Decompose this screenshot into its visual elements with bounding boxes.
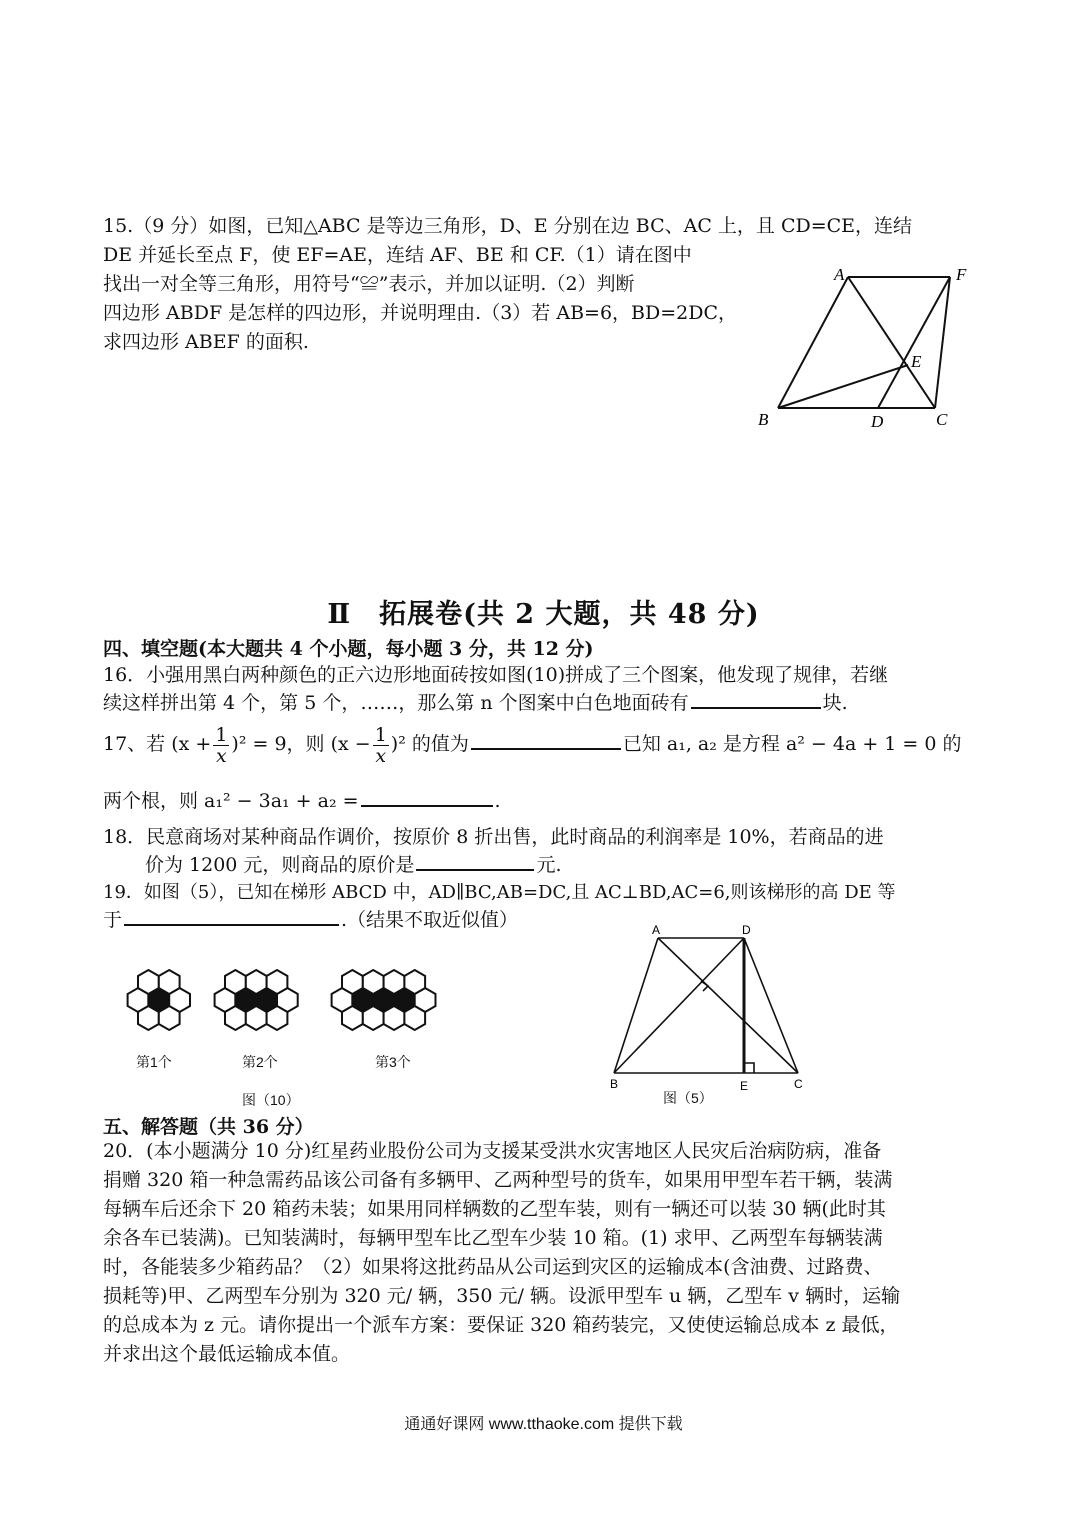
white-hex-tile [225, 970, 246, 994]
q17-line2-end: . [494, 790, 501, 812]
q15-line4: 四边形 ABDF 是怎样的四边形，并说明理由.（3）若 AB=6，BD=2DC， [103, 302, 738, 324]
white-hex-tile [138, 1006, 159, 1030]
fig15-label-b: B [758, 410, 769, 429]
fig5-label-e: E [740, 1079, 749, 1093]
white-hex-tile [267, 1006, 288, 1030]
q17-frac1-num: 1 [215, 723, 228, 746]
q17-prefix: 17、若 [103, 733, 166, 755]
q15-line2: DE 并延长至点 F，使 EF=AE，连结 AF、BE 和 CF.（1）请在图中 [103, 244, 692, 266]
white-hex-tile [363, 1006, 384, 1030]
fig15-label-c: C [936, 410, 948, 429]
q15-line5: 求四边形 ABEF 的面积. [103, 331, 309, 353]
q20-line: 的总成本为 z 元。请你提出一个派车方案：要保证 320 箱药装完，又使使运输总成本 z 最低， [103, 1314, 899, 1336]
fig5-label-c: C [794, 1077, 803, 1091]
q15-line1: 15.（9 分）如图，已知△ABC 是等边三角形，D、E 分别在边 BC、AC 上，且 CD=CE，连结 [103, 215, 913, 237]
fig15-label-f: F [956, 265, 967, 284]
white-hex-tile [342, 1006, 363, 1030]
q20-line: 余各车已装满)。已知装满时，每辆甲型车比乙型车少装 10 箱。(1) 求甲、乙两型车每辆装满 [103, 1227, 883, 1249]
q20-line: 捐赠 320 箱一种急需药品该公司备有多辆甲、乙两种型号的货车，如果用甲型车若干辆，装满 [103, 1169, 893, 1191]
q17-frac2-num: 1 [374, 723, 387, 746]
q18-line1: 18．民意商场对某种商品作调价，按原价 8 折出售，此时商品的利润率是 10%，若商品的进 [103, 826, 884, 848]
white-hex-tile [384, 970, 405, 994]
white-hex-tile [267, 970, 288, 994]
fig15-label-e: E [911, 352, 922, 371]
white-hex-tile [159, 1006, 180, 1030]
q20-line: 20．(本小题满分 10 分)红星药业股份公司为支援某受洪水灾害地区人民灾后治病防病，准备 [103, 1140, 882, 1162]
fig10-label-3: 第3个 [375, 1054, 411, 1070]
q17-line2-text: 两个根，则 a₁² − 3a₁ + a₂ = [103, 790, 359, 812]
q17-frac1-den: x [216, 744, 227, 767]
white-hex-tile [342, 970, 363, 994]
q17-fraction-1 [213, 725, 229, 766]
fig15-label-d: D [871, 412, 884, 431]
q18-answer-blank[interactable] [416, 851, 534, 871]
q16-answer-blank[interactable] [691, 689, 821, 709]
q17-cond-end: )² = 9，则 [231, 733, 325, 755]
white-hex-tile [404, 970, 425, 994]
section2-title: Ⅱ 拓展卷(共 2 大题，共 48 分) [327, 599, 760, 630]
fig5-label-b: B [610, 1077, 619, 1091]
q19-line2-text: 于 [103, 909, 123, 931]
q17-frac2-den: x [375, 744, 387, 767]
q20-line: 损耗等)甲、乙两型车分别为 320 元/ 辆，350 元/ 辆。设派甲型车 u 辆，乙型车 v 辆时，运输 [103, 1285, 901, 1307]
q20-line: 时，各能装多少箱药品？（2）如果将这批药品从公司运到灾区的运输成本(含油费、过路费、 [103, 1256, 883, 1278]
q18-line2-text: 价为 1200 元，则商品的原价是 [145, 854, 415, 876]
q16-line2 [103, 689, 848, 718]
fig5-trapezoid [600, 920, 820, 1095]
q19-line1: 19．如图（5），已知在梯形 ABCD 中，AD∥BC,AB=DC,且 AC⊥BD,AC=6,则该梯形的高 DE 等 [103, 882, 896, 903]
section5-heading: 五、解答题（共 36 分） [103, 1116, 314, 1138]
q20-line: 每辆车后还余下 20 箱药未装；如果用同样辆数的乙型车装，则有一辆还可以装 30 辆(此时其 [103, 1198, 886, 1220]
q17-answer-blank-2[interactable] [361, 787, 493, 807]
white-hex-tile [384, 1006, 405, 1030]
q17-answer-blank-1[interactable] [471, 730, 621, 750]
fig10-caption: 图（10） [242, 1092, 300, 1108]
q16-line2-text: 续这样拼出第 4 个，第 5 个，……，那么第 n 个图案中白色地面砖有 [103, 692, 689, 714]
q17-fraction-2 [373, 725, 389, 766]
section4-heading: 四、填空题(本大题共 4 个小题，每小题 3 分，共 12 分) [103, 638, 594, 660]
q18-line2-end: 元. [536, 854, 562, 876]
q17-line1 [103, 722, 962, 766]
white-hex-tile [225, 1006, 246, 1030]
q19-line2-end: .（结果不取近似值） [341, 909, 519, 931]
white-hex-tile [138, 970, 159, 994]
fig15-label-a: A [834, 265, 845, 284]
q19-line2 [103, 906, 518, 935]
q18-line2 [145, 851, 561, 880]
fig10-label-1: 第1个 [136, 1054, 172, 1070]
q19-answer-blank[interactable] [124, 906, 339, 926]
fig5-label-d: D [742, 923, 751, 937]
fig10-label-2: 第2个 [242, 1054, 278, 1070]
q20-block [103, 1137, 993, 1369]
q17-part2: 已知 a₁, a₂ 是方程 a² − 4a + 1 = 0 的 [622, 733, 962, 755]
white-hex-tile [246, 1006, 267, 1030]
white-hex-tile [159, 970, 180, 994]
fig10-hex-patterns [110, 960, 490, 1040]
q16-line1: 16．小强用黑白两种颜色的正六边形地面砖按如图(10)拼成了三个图案，他发现了规律，若继 [103, 664, 889, 686]
page-footer: 通通好课网 www.tthaoke.com 提供下载 [404, 1416, 683, 1433]
q16-line2-end: 块. [822, 692, 848, 714]
q15-line3: 找出一对全等三角形，用符号“≌”表示，并加以证明.（2）判断 [103, 273, 635, 295]
fig5-caption: 图（5） [663, 1090, 713, 1106]
white-hex-tile [246, 970, 267, 994]
q17-expr: (x − [330, 733, 371, 755]
q20-line: 并求出这个最低运输成本值。 [103, 1343, 351, 1365]
white-hex-tile [363, 970, 384, 994]
q17-cond: (x + [171, 733, 212, 755]
q15-figure [750, 255, 990, 435]
q17-expr-end: )² 的值为 [390, 733, 469, 755]
q17-line2 [103, 787, 501, 816]
white-hex-tile [404, 1006, 425, 1030]
fig5-label-a: A [652, 923, 661, 937]
